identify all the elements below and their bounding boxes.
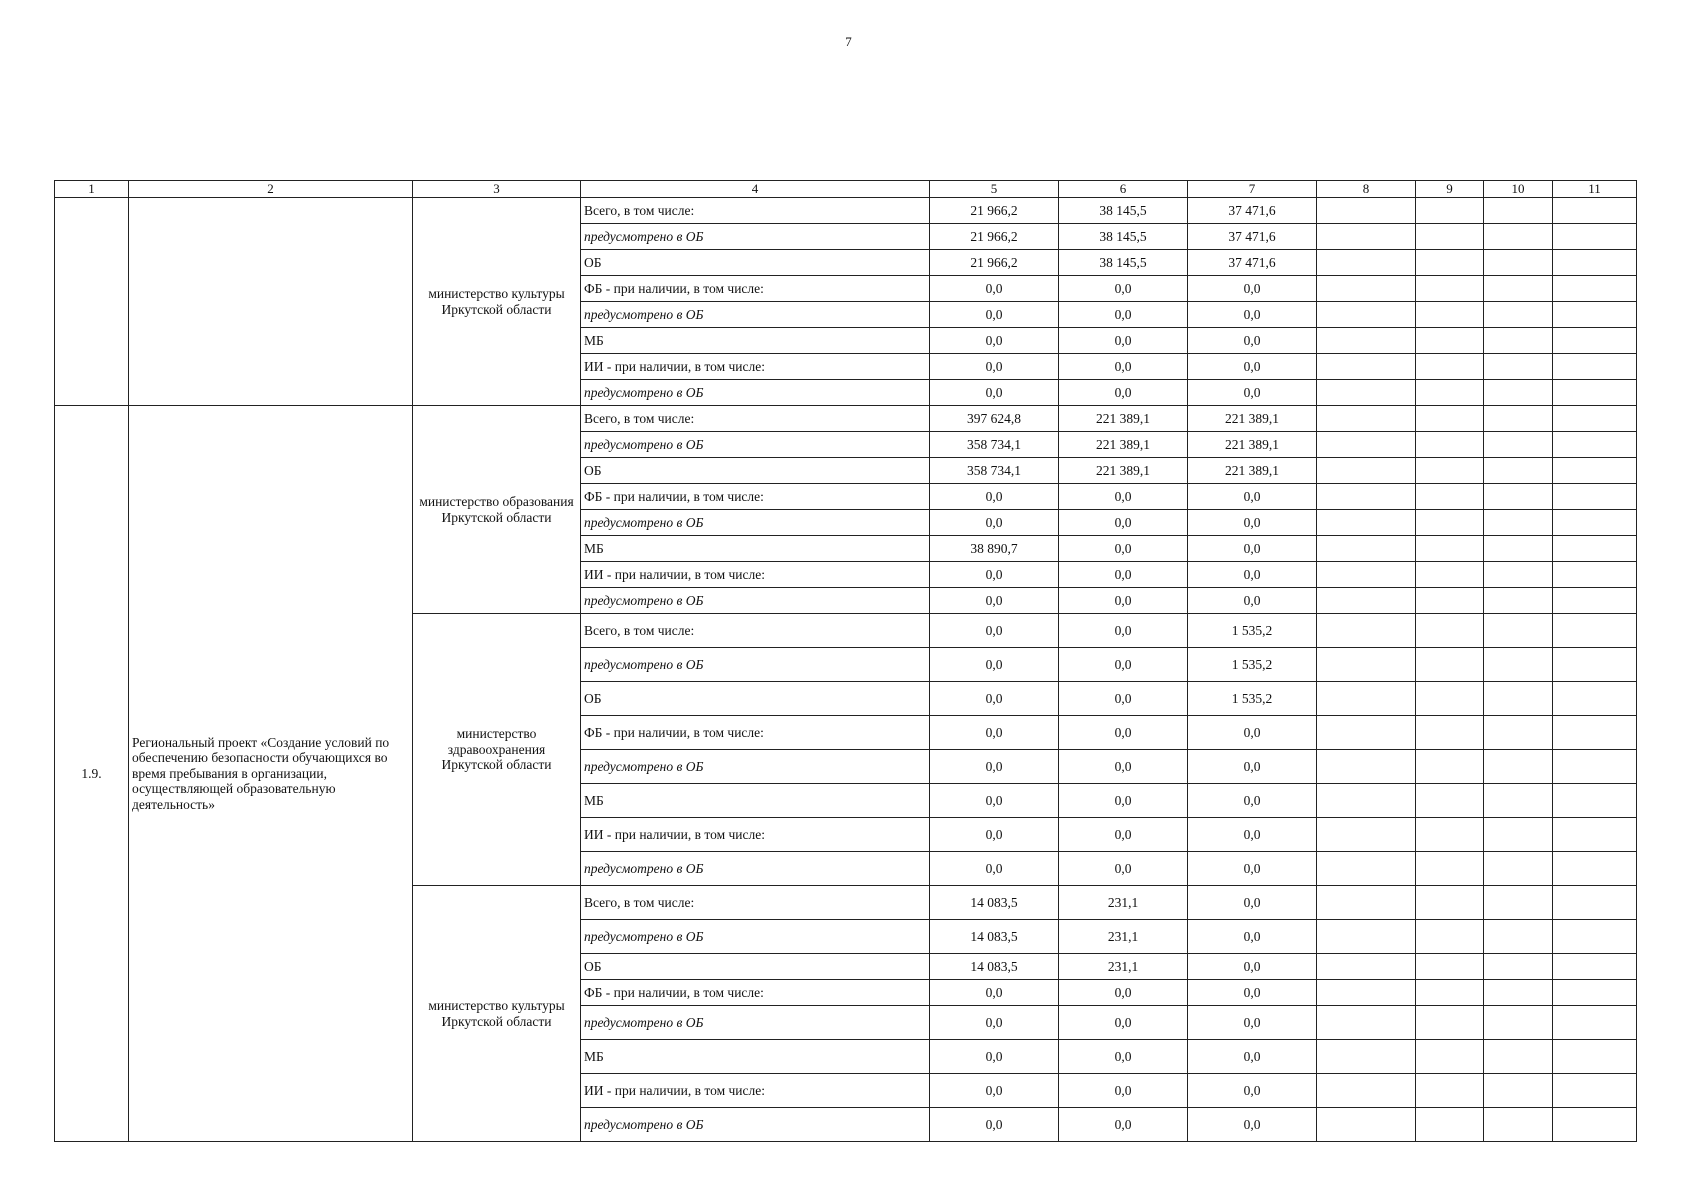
empty-col-10 [1484, 818, 1553, 852]
empty-col-9 [1416, 784, 1484, 818]
funding-source: предусмотрено в ОБ [581, 302, 930, 328]
amount-col-6: 0,0 [1059, 784, 1188, 818]
amount-col-5: 0,0 [930, 276, 1059, 302]
empty-col-10 [1484, 682, 1553, 716]
empty-col-10 [1484, 648, 1553, 682]
amount-col-7: 0,0 [1188, 276, 1317, 302]
empty-col-11 [1553, 510, 1637, 536]
empty-col-9 [1416, 614, 1484, 648]
amount-col-6: 0,0 [1059, 818, 1188, 852]
empty-col-11 [1553, 380, 1637, 406]
amount-col-6: 0,0 [1059, 852, 1188, 886]
funding-source: предусмотрено в ОБ [581, 224, 930, 250]
empty-col-9 [1416, 716, 1484, 750]
empty-col-9 [1416, 852, 1484, 886]
empty-col-9 [1416, 648, 1484, 682]
item-name [129, 198, 413, 406]
empty-col-8 [1317, 614, 1416, 648]
empty-col-8 [1317, 276, 1416, 302]
funding-source: ФБ - при наличии, в том числе: [581, 980, 930, 1006]
amount-col-5: 0,0 [930, 1108, 1059, 1142]
amount-col-6: 0,0 [1059, 1006, 1188, 1040]
empty-col-9 [1416, 224, 1484, 250]
empty-col-9 [1416, 920, 1484, 954]
amount-col-6: 0,0 [1059, 354, 1188, 380]
header-col-2: 2 [129, 181, 413, 198]
amount-col-6: 231,1 [1059, 886, 1188, 920]
funding-source: ИИ - при наличии, в том числе: [581, 818, 930, 852]
header-col-10: 10 [1484, 181, 1553, 198]
empty-col-8 [1317, 432, 1416, 458]
empty-col-9 [1416, 458, 1484, 484]
empty-col-10 [1484, 980, 1553, 1006]
empty-col-10 [1484, 380, 1553, 406]
empty-col-11 [1553, 886, 1637, 920]
empty-col-11 [1553, 276, 1637, 302]
empty-col-8 [1317, 818, 1416, 852]
amount-col-7: 0,0 [1188, 852, 1317, 886]
empty-col-11 [1553, 1074, 1637, 1108]
amount-col-6: 0,0 [1059, 614, 1188, 648]
amount-col-6: 231,1 [1059, 954, 1188, 980]
amount-col-6: 38 145,5 [1059, 224, 1188, 250]
empty-col-9 [1416, 198, 1484, 224]
empty-col-9 [1416, 484, 1484, 510]
funding-source: Всего, в том числе: [581, 886, 930, 920]
amount-col-5: 358 734,1 [930, 432, 1059, 458]
amount-col-5: 0,0 [930, 818, 1059, 852]
amount-col-7: 0,0 [1188, 750, 1317, 784]
amount-col-6: 0,0 [1059, 380, 1188, 406]
empty-col-11 [1553, 458, 1637, 484]
empty-col-11 [1553, 198, 1637, 224]
empty-col-8 [1317, 716, 1416, 750]
amount-col-5: 21 966,2 [930, 250, 1059, 276]
empty-col-10 [1484, 1006, 1553, 1040]
amount-col-5: 0,0 [930, 1006, 1059, 1040]
empty-col-9 [1416, 510, 1484, 536]
header-col-11: 11 [1553, 181, 1637, 198]
amount-col-7: 37 471,6 [1188, 224, 1317, 250]
amount-col-6: 0,0 [1059, 562, 1188, 588]
funding-source: ФБ - при наличии, в том числе: [581, 716, 930, 750]
header-col-5: 5 [930, 181, 1059, 198]
empty-col-10 [1484, 852, 1553, 886]
empty-col-11 [1553, 648, 1637, 682]
amount-col-6: 0,0 [1059, 302, 1188, 328]
amount-col-5: 0,0 [930, 1074, 1059, 1108]
table-header [55, 181, 1637, 198]
empty-col-8 [1317, 380, 1416, 406]
empty-col-11 [1553, 432, 1637, 458]
amount-col-7: 0,0 [1188, 954, 1317, 980]
funding-source: Всего, в том числе: [581, 614, 930, 648]
funding-source: предусмотрено в ОБ [581, 510, 930, 536]
funding-source: Всего, в том числе: [581, 198, 930, 224]
empty-col-10 [1484, 1074, 1553, 1108]
empty-col-11 [1553, 818, 1637, 852]
empty-col-8 [1317, 536, 1416, 562]
empty-col-10 [1484, 614, 1553, 648]
funding-source: МБ [581, 784, 930, 818]
empty-col-11 [1553, 1108, 1637, 1142]
empty-col-10 [1484, 510, 1553, 536]
empty-col-8 [1317, 510, 1416, 536]
amount-col-5: 0,0 [930, 562, 1059, 588]
empty-col-9 [1416, 750, 1484, 784]
empty-col-9 [1416, 954, 1484, 980]
amount-col-5: 0,0 [930, 784, 1059, 818]
empty-col-8 [1317, 484, 1416, 510]
empty-col-9 [1416, 1108, 1484, 1142]
empty-col-11 [1553, 920, 1637, 954]
empty-col-11 [1553, 716, 1637, 750]
amount-col-7: 0,0 [1188, 302, 1317, 328]
funding-source: предусмотрено в ОБ [581, 432, 930, 458]
amount-col-7: 0,0 [1188, 784, 1317, 818]
empty-col-10 [1484, 198, 1553, 224]
empty-col-9 [1416, 980, 1484, 1006]
empty-col-11 [1553, 750, 1637, 784]
empty-col-9 [1416, 818, 1484, 852]
funding-source: ФБ - при наличии, в том числе: [581, 276, 930, 302]
amount-col-7: 0,0 [1188, 886, 1317, 920]
empty-col-11 [1553, 302, 1637, 328]
empty-col-11 [1553, 614, 1637, 648]
responsible-organization: министерство культуры Иркутской области [413, 198, 581, 406]
amount-col-5: 397 624,8 [930, 406, 1059, 432]
amount-col-6: 0,0 [1059, 750, 1188, 784]
amount-col-7: 0,0 [1188, 1006, 1317, 1040]
empty-col-11 [1553, 562, 1637, 588]
empty-col-11 [1553, 784, 1637, 818]
header-col-1: 1 [55, 181, 129, 198]
funding-source: ОБ [581, 250, 930, 276]
amount-col-6: 0,0 [1059, 648, 1188, 682]
empty-col-8 [1317, 1108, 1416, 1142]
amount-col-5: 0,0 [930, 750, 1059, 784]
amount-col-7: 221 389,1 [1188, 432, 1317, 458]
amount-col-7: 0,0 [1188, 510, 1317, 536]
funding-source: предусмотрено в ОБ [581, 852, 930, 886]
funding-source: ИИ - при наличии, в том числе: [581, 1074, 930, 1108]
funding-source: МБ [581, 1040, 930, 1074]
empty-col-10 [1484, 328, 1553, 354]
amount-col-5: 0,0 [930, 484, 1059, 510]
funding-source: предусмотрено в ОБ [581, 380, 930, 406]
empty-col-11 [1553, 484, 1637, 510]
amount-col-5: 0,0 [930, 852, 1059, 886]
empty-col-8 [1317, 1074, 1416, 1108]
item-name: Региональный проект «Создание условий по обеспечению безопасности обучающихся во время пребывания в организации, осуществляющей образовательную деятельность» [129, 406, 413, 1142]
item-number: 1.9. [55, 406, 129, 1142]
empty-col-11 [1553, 224, 1637, 250]
amount-col-5: 0,0 [930, 648, 1059, 682]
empty-col-10 [1484, 1108, 1553, 1142]
empty-col-8 [1317, 648, 1416, 682]
amount-col-5: 0,0 [930, 682, 1059, 716]
amount-col-5: 0,0 [930, 1040, 1059, 1074]
funding-source: ФБ - при наличии, в том числе: [581, 484, 930, 510]
empty-col-8 [1317, 784, 1416, 818]
empty-col-9 [1416, 886, 1484, 920]
empty-col-10 [1484, 432, 1553, 458]
amount-col-6: 0,0 [1059, 510, 1188, 536]
amount-col-7: 0,0 [1188, 818, 1317, 852]
amount-col-7: 37 471,6 [1188, 198, 1317, 224]
empty-col-10 [1484, 224, 1553, 250]
table-row [55, 406, 1637, 432]
amount-col-6: 221 389,1 [1059, 458, 1188, 484]
amount-col-6: 0,0 [1059, 1074, 1188, 1108]
amount-col-6: 0,0 [1059, 536, 1188, 562]
empty-col-11 [1553, 406, 1637, 432]
amount-col-6: 0,0 [1059, 980, 1188, 1006]
header-col-4: 4 [581, 181, 930, 198]
empty-col-8 [1317, 250, 1416, 276]
empty-col-10 [1484, 484, 1553, 510]
amount-col-6: 38 145,5 [1059, 250, 1188, 276]
responsible-organization: министерство культуры Иркутской области [413, 886, 581, 1142]
amount-col-7: 0,0 [1188, 328, 1317, 354]
empty-col-8 [1317, 1040, 1416, 1074]
amount-col-6: 0,0 [1059, 276, 1188, 302]
empty-col-11 [1553, 852, 1637, 886]
header-col-6: 6 [1059, 181, 1188, 198]
table-body [55, 198, 1637, 1142]
empty-col-8 [1317, 920, 1416, 954]
amount-col-6: 0,0 [1059, 1108, 1188, 1142]
empty-col-9 [1416, 1040, 1484, 1074]
header-col-7: 7 [1188, 181, 1317, 198]
funding-source: ОБ [581, 954, 930, 980]
amount-col-6: 0,0 [1059, 328, 1188, 354]
empty-col-11 [1553, 1006, 1637, 1040]
empty-col-11 [1553, 250, 1637, 276]
empty-col-10 [1484, 886, 1553, 920]
amount-col-7: 1 535,2 [1188, 614, 1317, 648]
amount-col-7: 0,0 [1188, 1108, 1317, 1142]
amount-col-7: 221 389,1 [1188, 458, 1317, 484]
empty-col-9 [1416, 562, 1484, 588]
empty-col-9 [1416, 588, 1484, 614]
funding-source: Всего, в том числе: [581, 406, 930, 432]
amount-col-5: 0,0 [930, 510, 1059, 536]
amount-col-6: 0,0 [1059, 1040, 1188, 1074]
amount-col-6: 0,0 [1059, 682, 1188, 716]
amount-col-5: 0,0 [930, 354, 1059, 380]
funding-source: предусмотрено в ОБ [581, 1006, 930, 1040]
amount-col-7: 1 535,2 [1188, 648, 1317, 682]
amount-col-5: 0,0 [930, 380, 1059, 406]
amount-col-7: 0,0 [1188, 380, 1317, 406]
funding-source: предусмотрено в ОБ [581, 588, 930, 614]
amount-col-5: 14 083,5 [930, 886, 1059, 920]
item-number [55, 198, 129, 406]
header-col-8: 8 [1317, 181, 1416, 198]
empty-col-8 [1317, 224, 1416, 250]
funding-source: предусмотрено в ОБ [581, 750, 930, 784]
amount-col-7: 0,0 [1188, 484, 1317, 510]
amount-col-7: 0,0 [1188, 980, 1317, 1006]
amount-col-5: 21 966,2 [930, 224, 1059, 250]
empty-col-8 [1317, 954, 1416, 980]
empty-col-9 [1416, 536, 1484, 562]
amount-col-7: 0,0 [1188, 1074, 1317, 1108]
empty-col-11 [1553, 536, 1637, 562]
page-number: 7 [845, 34, 852, 49]
empty-col-10 [1484, 354, 1553, 380]
empty-col-8 [1317, 682, 1416, 716]
empty-col-11 [1553, 1040, 1637, 1074]
amount-col-5: 38 890,7 [930, 536, 1059, 562]
funding-source: МБ [581, 536, 930, 562]
amount-col-5: 14 083,5 [930, 954, 1059, 980]
empty-col-10 [1484, 562, 1553, 588]
amount-col-5: 21 966,2 [930, 198, 1059, 224]
empty-col-9 [1416, 354, 1484, 380]
amount-col-6: 0,0 [1059, 484, 1188, 510]
amount-col-5: 358 734,1 [930, 458, 1059, 484]
amount-col-7: 0,0 [1188, 562, 1317, 588]
amount-col-5: 0,0 [930, 716, 1059, 750]
empty-col-11 [1553, 954, 1637, 980]
empty-col-10 [1484, 276, 1553, 302]
funding-source: ИИ - при наличии, в том числе: [581, 354, 930, 380]
empty-col-9 [1416, 302, 1484, 328]
funding-source: предусмотрено в ОБ [581, 1108, 930, 1142]
responsible-organization: министерство образования Иркутской области [413, 406, 581, 614]
amount-col-6: 221 389,1 [1059, 406, 1188, 432]
empty-col-9 [1416, 328, 1484, 354]
empty-col-9 [1416, 682, 1484, 716]
header-col-9: 9 [1416, 181, 1484, 198]
empty-col-8 [1317, 886, 1416, 920]
empty-col-10 [1484, 250, 1553, 276]
amount-col-5: 0,0 [930, 328, 1059, 354]
empty-col-9 [1416, 276, 1484, 302]
amount-col-7: 37 471,6 [1188, 250, 1317, 276]
amount-col-7: 0,0 [1188, 1040, 1317, 1074]
empty-col-10 [1484, 588, 1553, 614]
empty-col-10 [1484, 920, 1553, 954]
amount-col-7: 0,0 [1188, 920, 1317, 954]
empty-col-8 [1317, 406, 1416, 432]
amount-col-6: 221 389,1 [1059, 432, 1188, 458]
funding-source: ОБ [581, 458, 930, 484]
funding-source: предусмотрено в ОБ [581, 648, 930, 682]
empty-col-8 [1317, 1006, 1416, 1040]
empty-col-11 [1553, 354, 1637, 380]
empty-col-9 [1416, 1006, 1484, 1040]
amount-col-7: 0,0 [1188, 716, 1317, 750]
empty-col-8 [1317, 562, 1416, 588]
amount-col-5: 0,0 [930, 614, 1059, 648]
empty-col-9 [1416, 1074, 1484, 1108]
responsible-organization: министерство здравоохранения Иркутской области [413, 614, 581, 886]
empty-col-10 [1484, 784, 1553, 818]
empty-col-11 [1553, 980, 1637, 1006]
amount-col-5: 14 083,5 [930, 920, 1059, 954]
amount-col-6: 231,1 [1059, 920, 1188, 954]
empty-col-8 [1317, 198, 1416, 224]
empty-col-10 [1484, 458, 1553, 484]
empty-col-11 [1553, 588, 1637, 614]
funding-source: МБ [581, 328, 930, 354]
empty-col-8 [1317, 750, 1416, 784]
financing-table [54, 180, 1637, 1142]
empty-col-8 [1317, 328, 1416, 354]
empty-col-10 [1484, 750, 1553, 784]
amount-col-6: 0,0 [1059, 588, 1188, 614]
funding-source: предусмотрено в ОБ [581, 920, 930, 954]
amount-col-7: 0,0 [1188, 354, 1317, 380]
empty-col-8 [1317, 302, 1416, 328]
empty-col-9 [1416, 432, 1484, 458]
amount-col-5: 0,0 [930, 302, 1059, 328]
empty-col-8 [1317, 458, 1416, 484]
empty-col-10 [1484, 536, 1553, 562]
empty-col-10 [1484, 716, 1553, 750]
funding-source: ИИ - при наличии, в том числе: [581, 562, 930, 588]
empty-col-10 [1484, 406, 1553, 432]
header-col-3: 3 [413, 181, 581, 198]
empty-col-10 [1484, 1040, 1553, 1074]
empty-col-8 [1317, 852, 1416, 886]
amount-col-7: 1 535,2 [1188, 682, 1317, 716]
empty-col-9 [1416, 380, 1484, 406]
funding-source: ОБ [581, 682, 930, 716]
amount-col-6: 0,0 [1059, 716, 1188, 750]
table-row [55, 198, 1637, 224]
amount-col-7: 0,0 [1188, 588, 1317, 614]
empty-col-8 [1317, 588, 1416, 614]
amount-col-7: 0,0 [1188, 536, 1317, 562]
amount-col-6: 38 145,5 [1059, 198, 1188, 224]
amount-col-7: 221 389,1 [1188, 406, 1317, 432]
empty-col-11 [1553, 682, 1637, 716]
empty-col-10 [1484, 954, 1553, 980]
empty-col-10 [1484, 302, 1553, 328]
empty-col-8 [1317, 980, 1416, 1006]
empty-col-9 [1416, 406, 1484, 432]
amount-col-5: 0,0 [930, 980, 1059, 1006]
amount-col-5: 0,0 [930, 588, 1059, 614]
empty-col-8 [1317, 354, 1416, 380]
empty-col-9 [1416, 250, 1484, 276]
empty-col-11 [1553, 328, 1637, 354]
